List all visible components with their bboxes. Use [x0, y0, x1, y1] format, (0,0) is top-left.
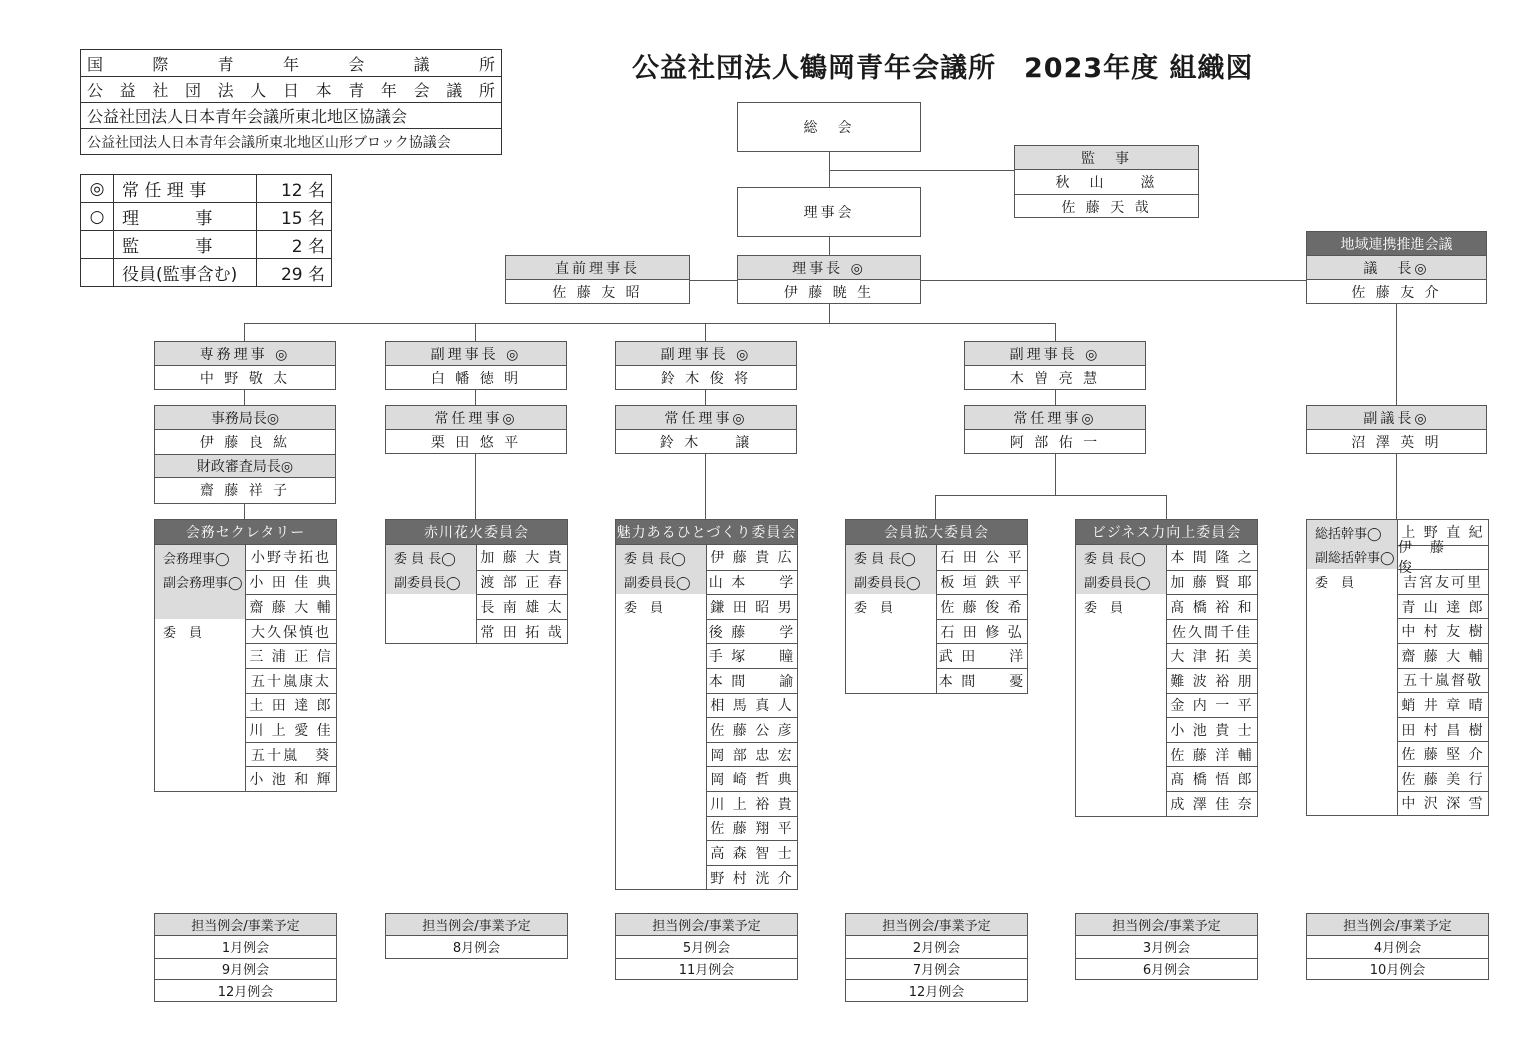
finance-title: 財政審査局長◎ [155, 454, 335, 478]
member-name: 難 波 裕 朋 [1167, 668, 1257, 693]
past-president-title: 直前理事長 [506, 256, 689, 280]
count-row [81, 259, 332, 287]
member-name: 佐 藤 翔 平 [707, 816, 797, 841]
standing-director-name: 阿 部 佑 一 [1009, 435, 1101, 451]
connector-line [1055, 454, 1056, 495]
member-name: 佐久間千佳 [1167, 619, 1257, 644]
schedule-item: 7月例会 [846, 958, 1027, 980]
committee-box [385, 519, 568, 644]
regional-chair-title: 議 長◎ [1307, 256, 1486, 280]
member-name: 本 間 憂 [937, 668, 1027, 693]
schedule-item: 2月例会 [912, 941, 961, 957]
schedule-box [154, 913, 337, 1002]
affiliation-text: 年 [380, 81, 397, 100]
schedule-item: 3月例会 [1142, 941, 1191, 957]
schedule-item: 1月例会 [221, 941, 270, 957]
member-name: 後 藤 学 [707, 619, 797, 644]
member-name: 岡 崎 哲 典 [707, 766, 797, 791]
regional-council-title: 地域連携推進会議 [1307, 232, 1486, 256]
member-name: 高 森 智 士 [707, 840, 797, 865]
committee-name: 赤川花火委員会 [386, 520, 567, 544]
schedule-item: 6月例会 [1076, 958, 1257, 980]
executive-director-title: 専務理事 ◎ [155, 342, 335, 366]
member-name: 石 田 修 弘 [937, 619, 1027, 644]
member-column [937, 545, 1027, 693]
member-name: 山 本 学 [707, 570, 797, 595]
auditor-name: 佐 藤 天 哉 [1015, 194, 1198, 218]
count-number: 29 名 [257, 259, 332, 287]
affiliation-text: 青 [348, 81, 365, 100]
role-label: 副委員長◯ [616, 570, 706, 595]
standing-director-title: 常任理事◎ [386, 406, 566, 430]
vice-president-name: 鈴 木 俊 将 [660, 371, 752, 387]
connector-line [705, 390, 706, 405]
member-name: 加 藤 大 貴 [480, 550, 564, 567]
member-name: 川 上 愛 佳 [246, 717, 336, 742]
affiliation-text: 人 [250, 81, 267, 100]
standing-director-box [964, 405, 1146, 454]
member-column [477, 545, 567, 643]
member-name: 金 内 一 平 [1167, 693, 1257, 718]
affiliation-text: 際 [152, 54, 169, 74]
member-name: 五十嵐康太 [246, 668, 336, 693]
count-row [81, 203, 332, 231]
member-name: 土 田 達 郎 [246, 693, 336, 718]
schedule-box [385, 913, 568, 959]
affiliation-text: 日 [282, 81, 299, 100]
affiliation-text: 所 [478, 54, 495, 74]
vice-president-box [615, 341, 797, 390]
member-name: 常 田 拓 哉 [477, 619, 567, 644]
committee-name: 会務セクレタリー [155, 520, 336, 544]
count-symbol [81, 231, 114, 259]
affiliation-row [81, 50, 501, 76]
page-title: 公益社団法人鶴岡青年会議所 2023年度 組織図 [632, 53, 1254, 84]
member-name: 小 池 和 輝 [246, 766, 336, 791]
member-name: 長 南 雄 太 [477, 594, 567, 619]
connector-line [475, 323, 476, 341]
member-name: 加 藤 賢 耶 [1167, 570, 1257, 595]
count-label: 役員(監事含む) [114, 259, 257, 287]
standing-director-box [615, 405, 797, 454]
role-label: 会務理事◯ [155, 545, 245, 570]
role-column [155, 545, 246, 791]
member-column [707, 545, 797, 889]
member-name: 伊 藤 俊 [1398, 545, 1488, 570]
member-name: 渡 部 正 春 [477, 570, 567, 595]
member-name: 田 村 昌 樹 [1398, 717, 1488, 742]
connector-line [1055, 323, 1056, 341]
count-number: 2 名 [257, 231, 332, 259]
count-row [81, 231, 332, 259]
member-name: 髙 橋 裕 和 [1167, 594, 1257, 619]
connector-line [829, 304, 830, 323]
affiliation-text: 国 [87, 54, 104, 74]
role-label: 委 員 長◯ [616, 545, 706, 570]
connector-line [244, 390, 245, 405]
connector-line [244, 504, 245, 519]
vice-chair-box [1306, 405, 1487, 454]
member-name: 大 津 拓 美 [1167, 643, 1257, 668]
connector-line [244, 323, 245, 341]
affiliation-row [81, 102, 501, 128]
member-name: 石 田 公 平 [940, 550, 1024, 567]
affiliation-list [80, 49, 502, 155]
schedule-box [845, 913, 1028, 1002]
role-label: 委 員 [163, 625, 203, 641]
role-label: 総括幹事◯ [1307, 520, 1397, 545]
schedule-header: 担当例会/事業予定 [386, 914, 567, 936]
count-label: 監 事 [114, 231, 257, 259]
role-label: 副委員長◯ [386, 570, 476, 595]
affiliation-text: 団 [184, 81, 201, 100]
president-box [737, 255, 921, 304]
connector-line [705, 323, 706, 341]
member-name: 佐 藤 洋 輔 [1167, 742, 1257, 767]
affiliation-text: 議 [446, 81, 463, 100]
count-label: 常 任 理 事 [114, 175, 257, 203]
member-name: 佐 藤 堅 介 [1398, 741, 1488, 766]
secretariat-box [154, 405, 336, 504]
officer-count-table [80, 174, 332, 287]
auditors-header: 監 事 [1015, 146, 1198, 170]
role-label [155, 594, 245, 619]
member-name: 小 田 佳 典 [246, 570, 336, 595]
count-symbol: ◎ [81, 175, 114, 203]
standing-director-box [385, 405, 567, 454]
committee-name: ビジネス力向上委員会 [1076, 520, 1257, 544]
vice-chair-name: 沼 澤 英 明 [1351, 435, 1442, 451]
role-column [1307, 520, 1398, 815]
connector-line [244, 323, 1055, 324]
schedule-box [615, 913, 798, 980]
vice-president-name: 木 曽 亮 慧 [1009, 371, 1101, 387]
member-name: 武 田 洋 [937, 643, 1027, 668]
committee-box [154, 519, 337, 792]
role-column [386, 545, 477, 643]
member-name: 佐 藤 公 彦 [707, 717, 797, 742]
board-box: 理事会 [737, 187, 921, 237]
member-name: 佐 藤 美 行 [1398, 766, 1488, 791]
auditors-box [1014, 145, 1199, 218]
member-name: 小 池 貴 士 [1167, 717, 1257, 742]
vice-president-title: 副理事長 ◎ [386, 342, 566, 366]
secretariat-name: 伊 藤 良 紘 [199, 435, 291, 451]
member-name: 伊 藤 貴 広 [710, 550, 794, 567]
role-label: 副会務理事◯ [155, 570, 245, 595]
affiliation-text: 本 [315, 81, 332, 100]
member-name: 中 村 友 樹 [1398, 618, 1488, 643]
executive-director-box [154, 341, 336, 390]
member-name: 吉宮友可里 [1398, 569, 1488, 594]
connector-line [921, 280, 1306, 281]
member-name: 髙 橋 悟 郎 [1167, 766, 1257, 791]
role-label: 副委員長◯ [1076, 570, 1166, 595]
connector-line [475, 390, 476, 405]
connector-line [1055, 390, 1056, 405]
member-name: 成 澤 佳 奈 [1167, 791, 1257, 816]
role-column [1076, 545, 1167, 816]
regional-council-box [1306, 231, 1487, 304]
member-name: 本 間 隆 之 [1170, 550, 1254, 567]
member-name: 中 沢 深 雪 [1398, 791, 1488, 816]
standing-director-name: 栗 田 悠 平 [430, 435, 522, 451]
affiliation-row [81, 76, 501, 102]
vice-president-box [385, 341, 567, 390]
schedule-header: 担当例会/事業予定 [155, 914, 336, 936]
committee-box [845, 519, 1028, 694]
member-name: 相 馬 真 人 [707, 693, 797, 718]
member-name: 齋 藤 大 輔 [246, 594, 336, 619]
role-label: 副総括幹事◯ [1307, 545, 1397, 570]
affiliation-text: 公益社団法人日本青年会議所東北地区協議会 [87, 107, 408, 126]
member-name: 上 野 直 紀 [1401, 525, 1485, 542]
connector-line [705, 454, 706, 519]
affiliation-text: 所 [478, 81, 495, 100]
count-symbol [81, 259, 114, 287]
role-label: 委 員 [624, 600, 664, 616]
affiliation-text: 会 [413, 81, 430, 100]
member-name: 三 浦 正 信 [246, 643, 336, 668]
member-name: 青 山 達 郎 [1398, 594, 1488, 619]
count-label: 理 事 [114, 203, 257, 231]
affiliation-text: 社 [152, 81, 169, 100]
affiliation-text: 法 [217, 81, 234, 100]
count-row [81, 175, 332, 203]
member-name: 五十嵐督敬 [1398, 668, 1488, 693]
connector-line [1166, 495, 1167, 519]
connector-line [935, 495, 936, 519]
member-name: 五十嵐 葵 [246, 742, 336, 767]
schedule-header: 担当例会/事業予定 [616, 914, 797, 936]
affiliation-text: 公 [87, 81, 104, 100]
connector-line [829, 237, 830, 255]
secretariat-title: 事務局長◎ [155, 406, 335, 430]
member-name: 大久保慎也 [246, 619, 336, 644]
member-name: 佐 藤 俊 希 [937, 594, 1027, 619]
role-label: 委 員 長◯ [846, 545, 936, 570]
committee-box [1075, 519, 1258, 817]
role-label: 委 員 [1315, 575, 1355, 591]
schedule-item: 12月例会 [155, 979, 336, 1001]
affiliation-text: 公益社団法人日本青年会議所東北地区山形ブロック協議会 [87, 134, 451, 151]
connector-line [829, 170, 1014, 171]
vice-chair-title: 副議長◎ [1307, 406, 1486, 430]
affiliation-text: 年 [282, 54, 299, 74]
president-title: 理事長 ◎ [738, 256, 920, 280]
schedule-item: 5月例会 [682, 941, 731, 957]
count-symbol: ○ [81, 203, 114, 231]
vice-president-name: 白 幡 徳 明 [430, 371, 522, 387]
finance-name: 齋 藤 祥 子 [199, 483, 291, 499]
schedule-header: 担当例会/事業予定 [1307, 914, 1488, 936]
member-name: 岡 部 忠 宏 [707, 742, 797, 767]
member-name: 小野寺拓也 [251, 550, 331, 567]
member-name: 板 垣 鉄 平 [937, 570, 1027, 595]
vice-president-title: 副理事長 ◎ [616, 342, 796, 366]
vice-president-title: 副理事長 ◎ [965, 342, 1145, 366]
schedule-item: 10月例会 [1307, 958, 1488, 980]
count-number: 12 名 [257, 175, 332, 203]
count-number: 15 名 [257, 203, 332, 231]
schedule-header: 担当例会/事業予定 [1076, 914, 1257, 936]
schedule-item: 8月例会 [452, 941, 501, 957]
standing-director-title: 常任理事◎ [616, 406, 796, 430]
member-column [1398, 520, 1488, 815]
role-label: 委 員 [854, 600, 894, 616]
member-name: 本 間 諭 [707, 668, 797, 693]
connector-line [690, 280, 737, 281]
vice-president-box [964, 341, 1146, 390]
affiliation-text: 会 [348, 54, 365, 74]
committee-box [615, 519, 798, 890]
role-column [616, 545, 707, 889]
member-name: 手 塚 瞳 [707, 643, 797, 668]
standing-director-title: 常任理事◎ [965, 406, 1145, 430]
member-name: 野 村 洸 介 [707, 865, 797, 890]
schedule-header: 担当例会/事業予定 [846, 914, 1027, 936]
auditor-name: 秋 山 滋 [1055, 175, 1158, 191]
past-president-box [505, 255, 690, 304]
connector-line [1396, 304, 1397, 405]
regional-chair-name: 佐 藤 友 介 [1351, 285, 1442, 301]
standing-director-name: 鈴 木 譲 [659, 435, 753, 451]
past-president-name: 佐 藤 友 昭 [552, 285, 643, 301]
executive-director-name: 中 野 敬 太 [199, 371, 291, 387]
connector-line [935, 495, 1166, 496]
member-column [1167, 545, 1257, 816]
role-label: 委 員 長◯ [386, 545, 476, 570]
schedule-item: 12月例会 [846, 979, 1027, 1001]
affiliation-text: 益 [119, 81, 136, 100]
affiliation-text: 議 [413, 54, 430, 74]
schedule-item: 9月例会 [155, 958, 336, 980]
member-name: 蛸 井 章 晴 [1398, 692, 1488, 717]
member-name: 齋 藤 大 輔 [1398, 643, 1488, 668]
schedule-box [1075, 913, 1258, 980]
schedule-item: 11月例会 [616, 958, 797, 980]
connector-line [475, 454, 476, 519]
role-label: 委 員 [1084, 600, 1124, 616]
schedule-item: 4月例会 [1373, 941, 1422, 957]
committee-name: 魅力あるひとづくり委員会 [616, 520, 797, 544]
schedule-box [1306, 913, 1489, 980]
committee-name: 会員拡大委員会 [846, 520, 1027, 544]
member-name: 鎌 田 昭 男 [707, 594, 797, 619]
connector-line [1396, 454, 1397, 519]
role-label: 副委員長◯ [846, 570, 936, 595]
role-column [846, 545, 937, 693]
role-label: 委 員 長◯ [1076, 545, 1166, 570]
committee-box [1306, 519, 1489, 816]
president-name: 伊 藤 暁 生 [783, 285, 875, 301]
affiliation-text: 青 [217, 54, 234, 74]
member-column [246, 545, 336, 791]
affiliation-row [81, 128, 501, 154]
general-assembly-box: 総 会 [737, 102, 921, 152]
member-name: 川 上 裕 貴 [707, 791, 797, 816]
